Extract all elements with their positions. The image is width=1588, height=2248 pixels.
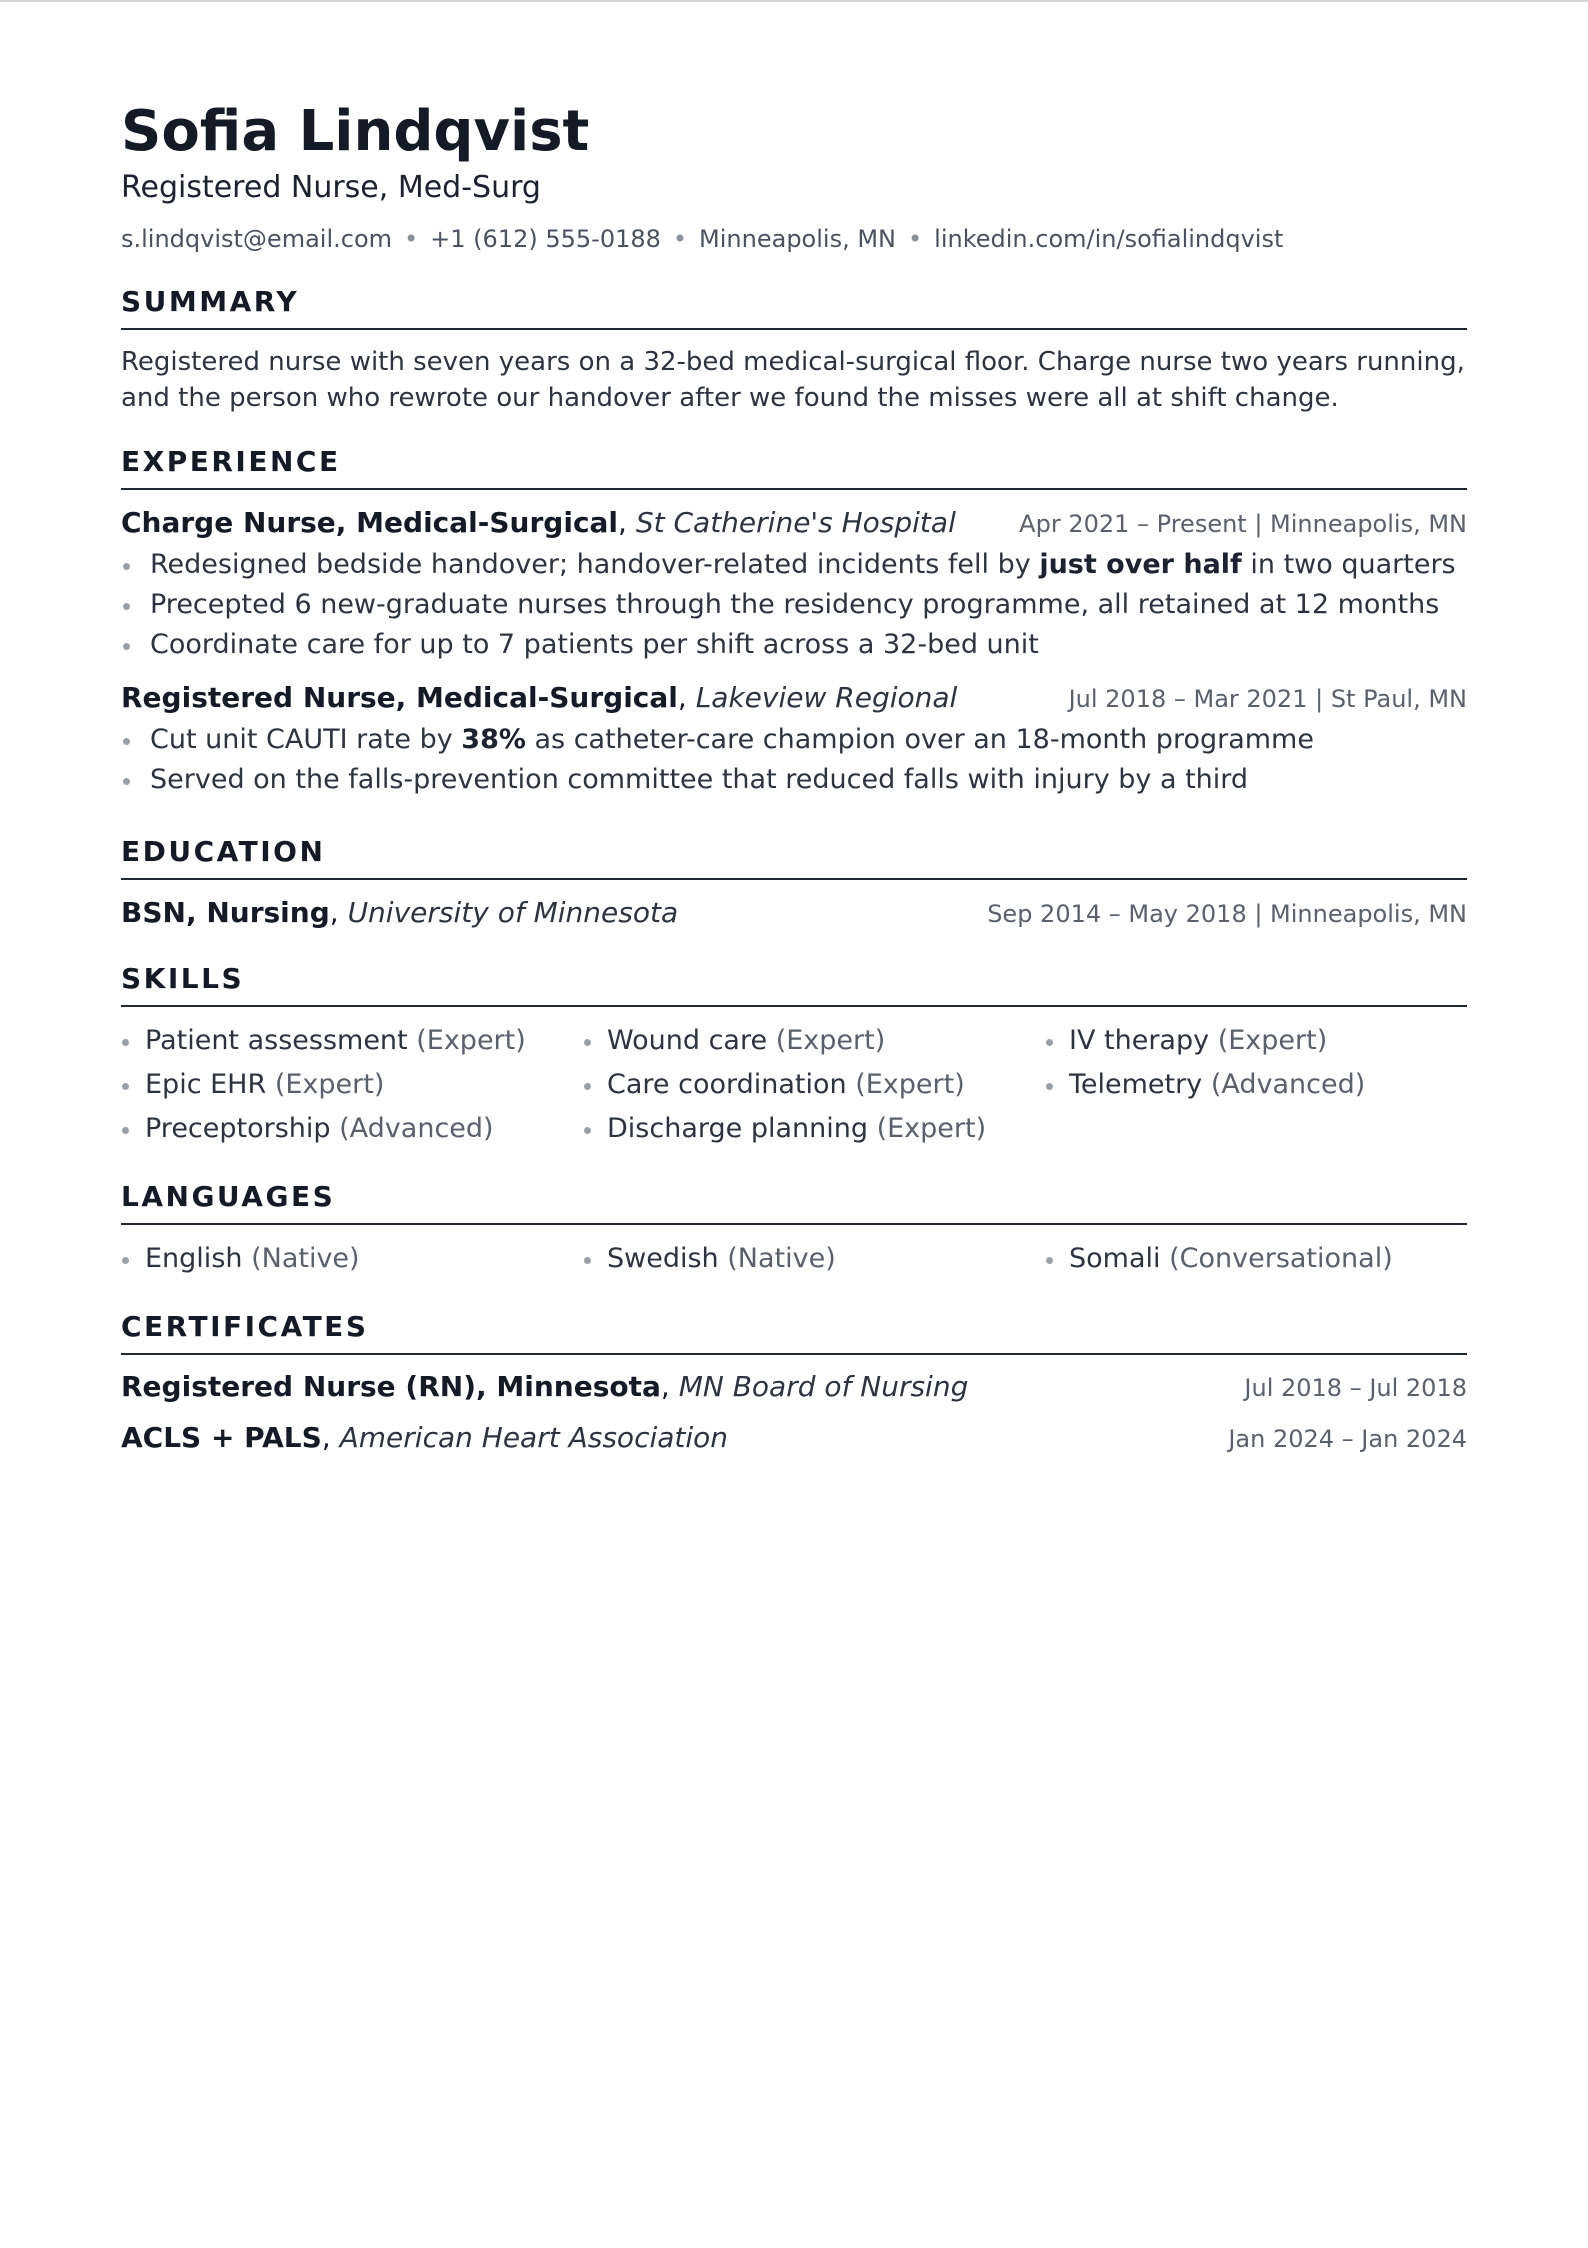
list-item: Redesigned bedside handover; handover-related incidents fell by just over half in two quarters <box>121 545 1467 585</box>
certificate-name: Registered Nurse (RN), Minnesota <box>121 1370 661 1403</box>
job-employer: St Catherine's Hospital <box>635 506 956 539</box>
skill-item: Epic EHR (Expert) <box>121 1063 583 1107</box>
contact-separator: • <box>404 225 419 253</box>
candidate-role: Registered Nurse, Med-Surg <box>121 170 541 205</box>
list-item: Coordinate care for up to 7 patients per shift across a 32-bed unit <box>121 625 1467 665</box>
certificate-entry: ACLS + PALS, American Heart Association Jan 2024 – Jan 2024 <box>121 1418 1467 1459</box>
skill-item: Discharge planning (Expert) <box>583 1107 1045 1151</box>
certificate-name: ACLS + PALS <box>121 1421 322 1454</box>
section-title-languages: LANGUAGES <box>121 1179 1467 1225</box>
contact-separator: • <box>672 225 688 253</box>
contact-separator: • <box>908 225 923 253</box>
summary-text: Registered nurse with seven years on a 32-bed medical-surgical floor. Charge nurse two years running, and the person who rewrote our handover after we found the misses were all at shift change. <box>121 347 1465 413</box>
section-title-skills: SKILLS <box>121 961 1467 1007</box>
skill-item: Telemetry (Advanced) <box>1045 1063 1467 1107</box>
skill-item: Patient assessment (Expert) <box>121 1019 583 1063</box>
languages-grid <box>121 1237 1467 1281</box>
education-meta: Sep 2014 – May 2018 | Minneapolis, MN <box>987 900 1467 928</box>
job-employer: Lakeview Regional <box>695 681 958 714</box>
skill-item: Wound care (Expert) <box>583 1019 1045 1063</box>
contact-linkedin[interactable]: linkedin.com/in/sofialindqvist <box>934 225 1284 253</box>
job-bullets <box>121 545 1467 665</box>
list-item: Precepted 6 new-graduate nurses through the residency programme, all retained at 12 months <box>121 585 1467 625</box>
job-entry <box>121 504 1467 665</box>
candidate-name: Sofia Lindqvist <box>121 99 590 164</box>
job-bullets <box>121 720 1467 800</box>
job-meta: Jul 2018 – Mar 2021 | St Paul, MN <box>1068 685 1467 713</box>
job-header: Registered Nurse, Medical-Surgical, Lakeview Regional Jul 2018 – Mar 2021 | St Paul, MN <box>121 679 1467 718</box>
section-title-certificates: CERTIFICATES <box>121 1309 1467 1355</box>
page-top-border <box>0 0 1588 2</box>
job-position: Registered Nurse, Medical-Surgical <box>121 681 678 714</box>
certificate-dates: Jan 2024 – Jan 2024 <box>1228 1425 1467 1453</box>
section-title-education: EDUCATION <box>121 834 1467 880</box>
job-meta: Apr 2021 – Present | Minneapolis, MN <box>1019 510 1467 538</box>
education-degree: BSN, Nursing <box>121 896 330 929</box>
list-item: Cut unit CAUTI rate by 38% as catheter-care champion over an 18-month programme <box>121 720 1467 760</box>
certificate-dates: Jul 2018 – Jul 2018 <box>1244 1374 1467 1402</box>
job-position: Charge Nurse, Medical-Surgical <box>121 506 619 539</box>
contact-line <box>121 222 1467 256</box>
contact-email[interactable]: s.lindqvist@email.com <box>121 225 393 253</box>
education-entry: BSN, Nursing, University of Minnesota Sep 2014 – May 2018 | Minneapolis, MN <box>121 894 1467 933</box>
language-item: Swedish (Native) <box>583 1237 1045 1281</box>
section-title-summary: SUMMARY <box>121 284 1467 330</box>
skills-grid <box>121 1019 1467 1151</box>
job-header: Charge Nurse, Medical-Surgical, St Catherine's Hospital Apr 2021 – Present | Minneapolis, MN <box>121 504 1467 543</box>
language-item: Somali (Conversational) <box>1045 1237 1467 1281</box>
certificate-issuer: American Heart Association <box>339 1421 729 1454</box>
contact-phone[interactable]: +1 (612) 555-0188 <box>430 225 661 253</box>
skill-item: Care coordination (Expert) <box>583 1063 1045 1107</box>
education-school: University of Minnesota <box>347 896 679 929</box>
resume-page <box>121 96 1467 1459</box>
skill-item: IV therapy (Expert) <box>1045 1019 1467 1063</box>
job-entry <box>121 679 1467 800</box>
language-item: English (Native) <box>121 1237 583 1281</box>
skill-item: Preceptorship (Advanced) <box>121 1107 583 1151</box>
section-title-experience: EXPERIENCE <box>121 444 1467 490</box>
list-item: Served on the falls-prevention committee that reduced falls with injury by a third <box>121 760 1467 800</box>
certificate-issuer: MN Board of Nursing <box>678 1370 969 1403</box>
contact-location: Minneapolis, MN <box>699 225 896 253</box>
certificate-entry: Registered Nurse (RN), Minnesota, MN Board of Nursing Jul 2018 – Jul 2018 <box>121 1367 1467 1408</box>
